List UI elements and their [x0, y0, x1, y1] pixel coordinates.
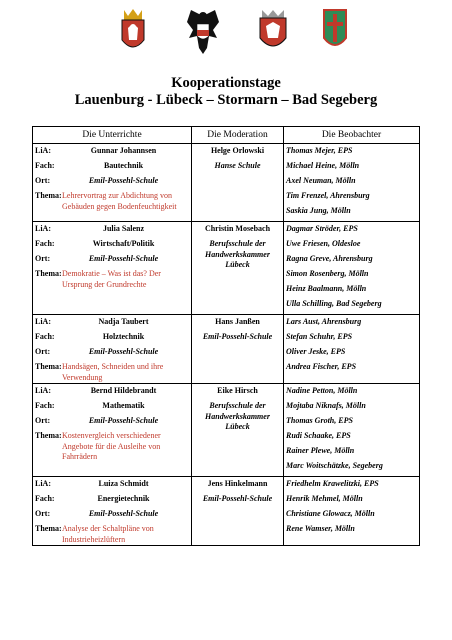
- beobachter-name: Uwe Friesen, Oldesloe: [286, 239, 361, 248]
- beobachter-name: Ulla Schilling, Bad Segeberg: [286, 299, 382, 308]
- lia-value: Luiza Schmidt: [98, 479, 149, 488]
- thema-label: Thema:: [35, 362, 62, 371]
- table-row: [33, 315, 420, 384]
- thema-line: [35, 362, 189, 383]
- lia-line: [35, 386, 189, 401]
- beobachter-name: Thomas Mejer, EPS: [286, 146, 353, 155]
- fach-line: [35, 161, 189, 176]
- ort-line: [35, 254, 189, 269]
- fach-label: Fach:: [35, 494, 55, 503]
- fach-line: [35, 401, 189, 416]
- thema-value: Handsägen, Schneiden und ihre Verwendung: [62, 362, 164, 382]
- beobachter-name: Nadine Petton, Mölln: [286, 386, 358, 395]
- ort-value: Emil-Possehl-Schule: [88, 176, 159, 185]
- beobachter-name: Henrik Mehmel, Mölln: [286, 494, 363, 503]
- moderator-name: Helge Orlowski: [210, 146, 265, 155]
- unterricht-cell: [33, 384, 192, 477]
- beobachter-name: Heinz Baalmann, Mölln: [286, 284, 367, 293]
- document-title: Kooperationstage: [171, 75, 281, 91]
- thema-line: [35, 524, 189, 545]
- beobachter-name: Ragna Greve, Ahrensburg: [286, 254, 373, 263]
- moderation-cell: [192, 384, 284, 477]
- unterricht-cell: [33, 315, 192, 384]
- thema-value: Kostenvergleich verschiedener Angebote für die Ausleihe von Fahrrädern: [62, 431, 161, 461]
- lauenburg-coat-of-arms: [120, 8, 146, 54]
- moderation-cell: [192, 144, 284, 222]
- thema-line: [35, 191, 189, 212]
- thema-label: Thema:: [35, 431, 62, 440]
- beobachter-name: Saskia Jung, Mölln: [286, 206, 351, 215]
- beobachter-name: Andrea Fischer, EPS: [286, 362, 357, 371]
- unterricht-cell: [33, 222, 192, 315]
- ort-label: Ort:: [35, 176, 51, 185]
- header-moderation: Die Moderation: [192, 127, 284, 144]
- thema-value: Demokratie – Was ist das? Der Ursprung der Grundrechte: [62, 269, 161, 289]
- beobachter-cell: [284, 315, 420, 384]
- ort-label: Ort:: [35, 254, 51, 263]
- beobachter-name: Friedhelm Krawelitzki, EPS: [286, 479, 379, 488]
- thema-value: Analyse der Schaltpläne von Industrieheizlüftern: [62, 524, 154, 544]
- ort-value: Emil-Possehl-Schule: [88, 509, 159, 518]
- moderator-name: Hans Janßen: [215, 317, 260, 326]
- beobachter-name: Stefan Schuhr, EPS: [286, 332, 353, 341]
- ort-line: [35, 509, 189, 524]
- fach-value: Bautechnik: [103, 161, 144, 170]
- table-row: [33, 384, 420, 477]
- thema-label: Thema:: [35, 269, 62, 278]
- lia-line: [35, 479, 189, 494]
- ort-label: Ort:: [35, 347, 51, 356]
- table-row: [33, 477, 420, 546]
- lia-label: LiA:: [35, 146, 51, 155]
- thema-line: [35, 269, 189, 290]
- table-header-row: [33, 127, 420, 144]
- fach-line: [35, 239, 189, 254]
- beobachter-name: Michael Heine, Mölln: [286, 161, 360, 170]
- beobachter-name: Mojtaba Niknafs, Mölln: [286, 401, 366, 410]
- ort-value: Emil-Possehl-Schule: [88, 347, 159, 356]
- beobachter-cell: [284, 222, 420, 315]
- ort-line: [35, 347, 189, 362]
- moderator-institution: Berufsschule der Handwerkskammer Lübeck: [205, 239, 270, 269]
- fach-label: Fach:: [35, 332, 55, 341]
- table-row: [33, 222, 420, 315]
- beobachter-name: Rene Wamser, Mölln: [286, 524, 355, 533]
- beobachter-name: Lars Aust, Ahrensburg: [286, 317, 362, 326]
- beobachter-name: Simon Rosenberg, Mölln: [286, 269, 369, 278]
- thema-label: Thema:: [35, 191, 62, 200]
- fach-line: [35, 494, 189, 509]
- bad-segeberg-coat-of-arms: [322, 8, 348, 54]
- beobachter-name: Thomas Groth, EPS: [286, 416, 353, 425]
- document-subtitle: Lauenburg - Lübeck – Stormarn – Bad Segeberg: [74, 92, 378, 108]
- luebeck-eagle-coat-of-arms: [185, 8, 221, 56]
- lia-label: LiA:: [35, 224, 51, 233]
- header-unterrichte: Die Unterrichte: [33, 127, 192, 144]
- unterricht-cell: [33, 477, 192, 546]
- lia-value: Bernd Hildebrandt: [90, 386, 157, 395]
- beobachter-cell: [284, 477, 420, 546]
- lia-label: LiA:: [35, 317, 51, 326]
- lia-label: LiA:: [35, 479, 51, 488]
- stormarn-coat-of-arms: [258, 8, 288, 54]
- lia-line: [35, 224, 189, 239]
- moderator-name: Jens Hinkelmann: [207, 479, 268, 488]
- moderator-name: Eike Hirsch: [217, 386, 258, 395]
- moderation-cell: [192, 222, 284, 315]
- ort-value: Emil-Possehl-Schule: [88, 254, 159, 263]
- thema-label: Thema:: [35, 524, 62, 533]
- ort-line: [35, 176, 189, 191]
- fach-line: [35, 332, 189, 347]
- beobachter-name: Tim Frenzel, Ahrensburg: [286, 191, 370, 200]
- lia-line: [35, 146, 189, 161]
- coat-of-arms-row: [0, 8, 452, 56]
- lia-value: Julia Salenz: [102, 224, 145, 233]
- moderation-cell: [192, 315, 284, 384]
- beobachter-cell: [284, 144, 420, 222]
- schedule-table: [32, 126, 420, 546]
- lia-line: [35, 317, 189, 332]
- moderator-institution: Berufsschule der Handwerkskammer Lübeck: [205, 401, 270, 431]
- thema-value: Lehrervortrag zur Abdichtung von Gebäuden gegen Bodenfeuchtigkeit: [62, 191, 177, 211]
- beobachter-name: Oliver Jeske, EPS: [286, 347, 346, 356]
- fach-label: Fach:: [35, 239, 55, 248]
- ort-value: Emil-Possehl-Schule: [88, 416, 159, 425]
- fach-value: Mathematik: [102, 401, 145, 410]
- unterricht-cell: [33, 144, 192, 222]
- moderator-institution: Emil-Possehl-Schule: [202, 494, 273, 503]
- beobachter-name: Dagmar Ströder, EPS: [286, 224, 358, 233]
- beobachter-name: Christiane Glowacz, Mölln: [286, 509, 375, 518]
- moderator-institution: Emil-Possehl-Schule: [202, 332, 273, 341]
- moderator-institution: Hanse Schule: [214, 161, 261, 170]
- beobachter-name: Rainer Plewe, Mölln: [286, 446, 355, 455]
- header-beobachter: Die Beobachter: [284, 127, 420, 144]
- fach-value: Holztechnik: [102, 332, 145, 341]
- beobachter-cell: [284, 384, 420, 477]
- beobachter-name: Marc Woitschätzke, Segeberg: [286, 461, 383, 470]
- lia-value: Gunnar Johannsen: [90, 146, 157, 155]
- thema-line: [35, 431, 189, 463]
- fach-value: Energietechnik: [97, 494, 150, 503]
- beobachter-name: Rudi Schaake, EPS: [286, 431, 351, 440]
- ort-line: [35, 416, 189, 431]
- moderation-cell: [192, 477, 284, 546]
- ort-label: Ort:: [35, 416, 51, 425]
- fach-value: Wirtschaft/Politik: [92, 239, 155, 248]
- table-row: [33, 144, 420, 222]
- beobachter-name: Axel Neuman, Mölln: [286, 176, 356, 185]
- fach-label: Fach:: [35, 401, 55, 410]
- lia-label: LiA:: [35, 386, 51, 395]
- ort-label: Ort:: [35, 509, 51, 518]
- lia-value: Nadja Taubert: [98, 317, 149, 326]
- moderator-name: Christin Mosebach: [204, 224, 271, 233]
- fach-label: Fach:: [35, 161, 55, 170]
